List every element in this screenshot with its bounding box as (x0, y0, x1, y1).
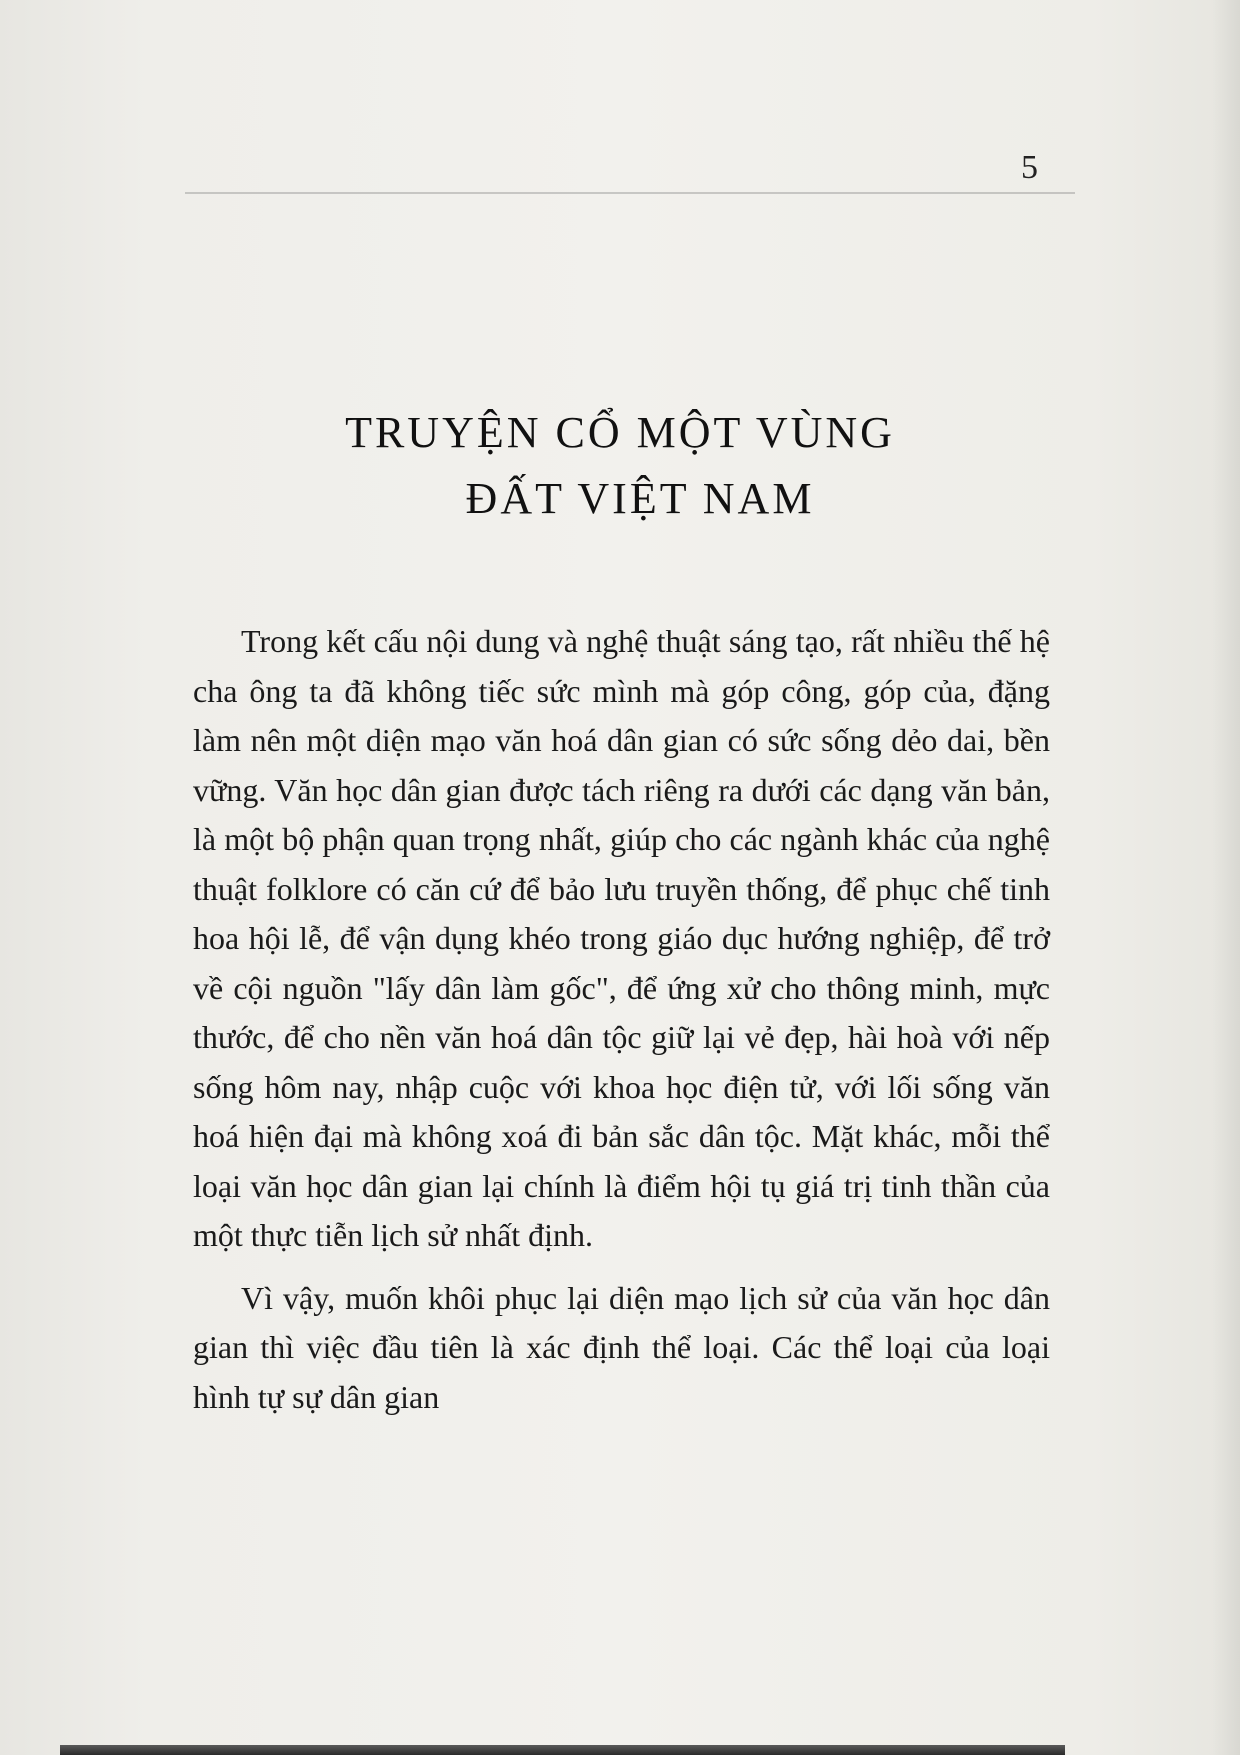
body-text (193, 617, 1050, 1435)
chapter-title-line-1: TRUYỆN CỔ MỘT VÙNG (345, 408, 895, 457)
paragraph: Trong kết cấu nội dung và nghệ thuật sáng tạo, rất nhiều thế hệ cha ông ta đã không tiếc sức mình mà góp công, góp của, đặng làm nên một diện mạo văn hoá dân gian có sức sống dẻo dai, bền vững. Văn học dân gian được tách riêng ra dưới các dạng văn bản, là một bộ phận quan trọng nhất, giúp cho các ngành khác của nghệ thuật folklore có căn cứ để bảo lưu truyền thống, để phục chế tinh hoa hội lễ, để vận dụng khéo trong giáo dục hướng nghiệp, để trở về cội nguồn "lấy dân làm gốc", để ứng xử cho thông minh, mực thước, để cho nền văn hoá dân tộc giữ lại vẻ đẹp, hài hoà với nếp sống hôm nay, nhập cuộc với khoa học điện tử, với lối sống văn hoá hiện đại mà không xoá đi bản sắc dân tộc. Mặt khác, mỗi thể loại văn học dân gian lại chính là điểm hội tụ giá trị tinh thần của một thực tiễn lịch sử nhất định. (193, 623, 1050, 1253)
chapter-title-line-2: ĐẤT VIỆT NAM (465, 474, 815, 523)
page-edge-shadow (1212, 0, 1240, 1755)
page-bottom-edge (60, 1745, 1065, 1755)
header-rule (185, 192, 1075, 194)
paragraph: Vì vậy, muốn khôi phục lại diện mạo lịch sử của văn học dân gian thì việc đầu tiên là xác định thể loại. Các thể loại của loại hình tự sự dân gian (193, 1279, 1050, 1415)
chapter-title (0, 400, 1240, 532)
page-number: 5 (1021, 149, 1038, 186)
